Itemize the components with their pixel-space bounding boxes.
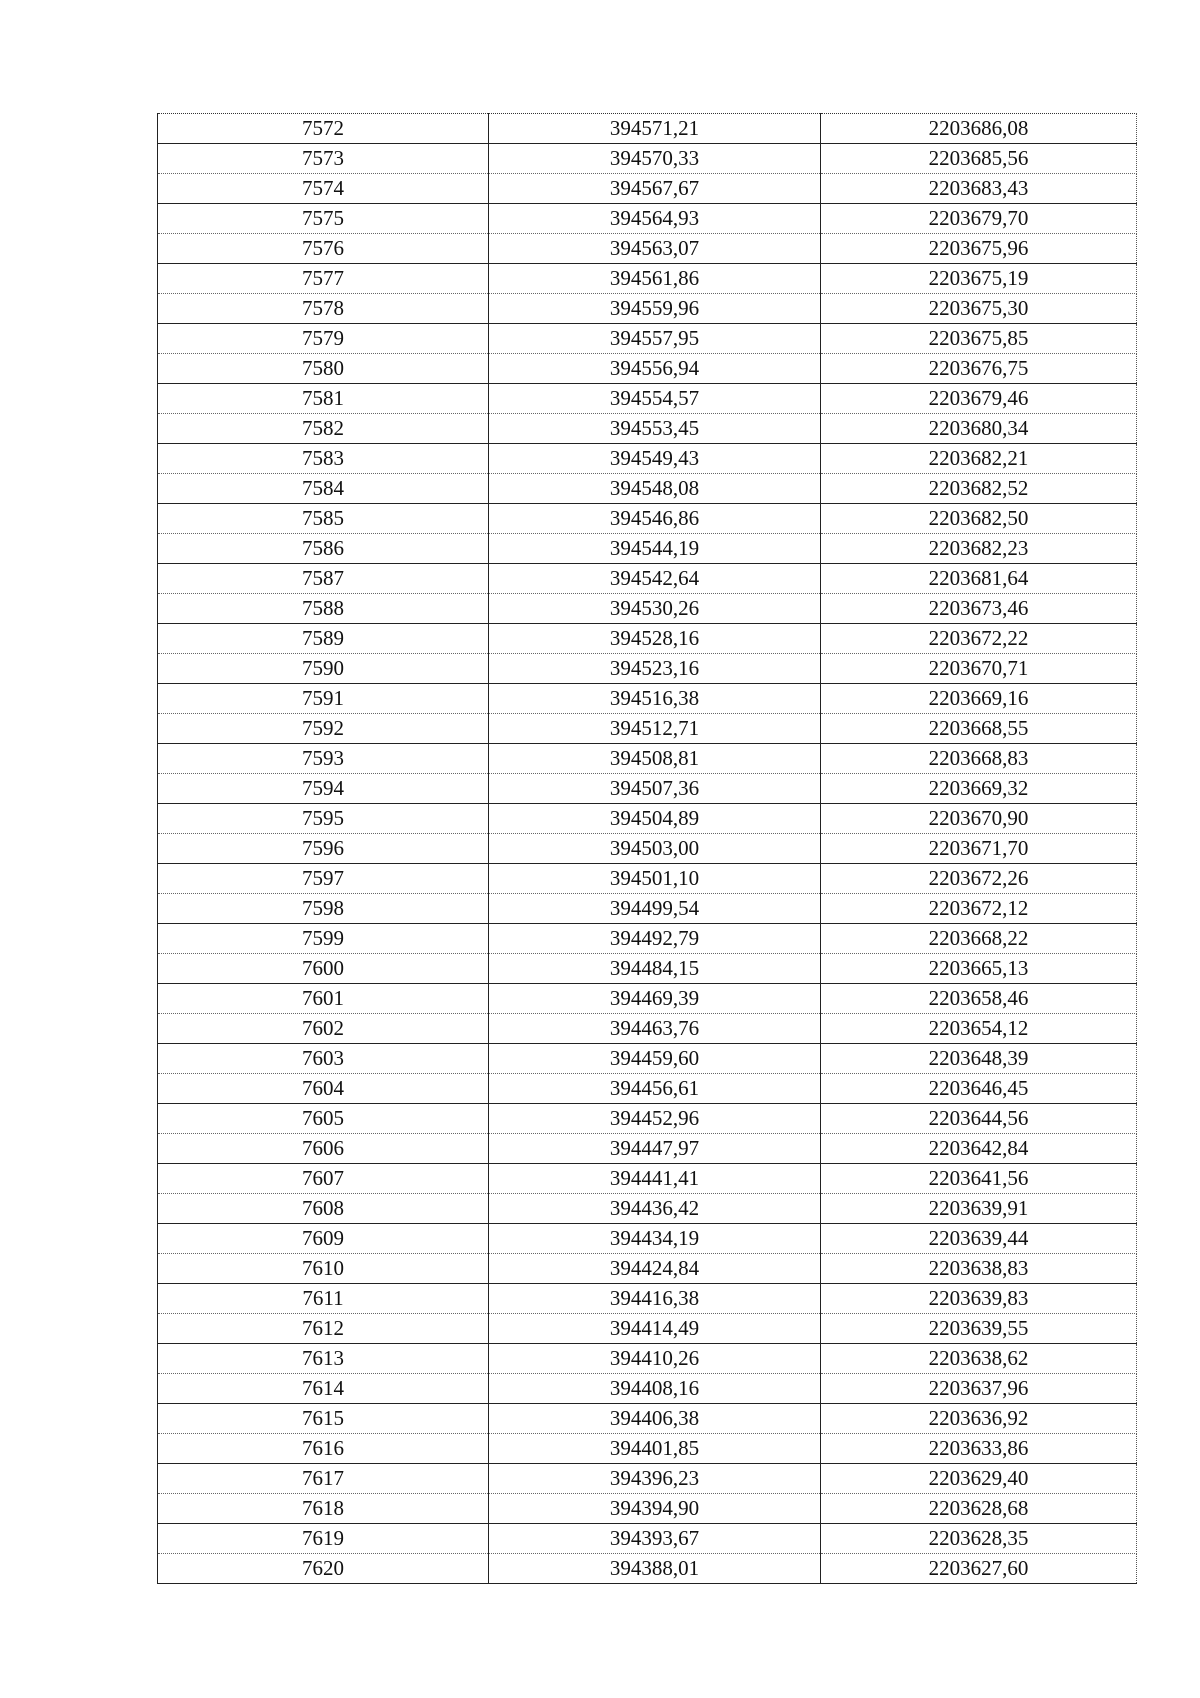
- table-row: [158, 624, 1137, 654]
- point-number-cell: 7578: [158, 294, 489, 324]
- point-number-cell: 7589: [158, 624, 489, 654]
- table-row: [158, 834, 1137, 864]
- table-row: [158, 444, 1137, 474]
- y-coordinate-cell: 2203682,21: [821, 444, 1137, 474]
- x-coordinate-cell: 394504,89: [489, 804, 821, 834]
- y-coordinate-cell: 2203672,12: [821, 894, 1137, 924]
- y-coordinate-cell: 2203681,64: [821, 564, 1137, 594]
- point-number-cell: 7614: [158, 1374, 489, 1404]
- y-coordinate-cell: 2203669,16: [821, 684, 1137, 714]
- table-row: [158, 1374, 1137, 1404]
- point-number-cell: 7575: [158, 204, 489, 234]
- x-coordinate-cell: 394530,26: [489, 594, 821, 624]
- x-coordinate-cell: 394434,19: [489, 1224, 821, 1254]
- point-number-cell: 7615: [158, 1404, 489, 1434]
- y-coordinate-cell: 2203639,44: [821, 1224, 1137, 1254]
- point-number-cell: 7585: [158, 504, 489, 534]
- y-coordinate-cell: 2203675,85: [821, 324, 1137, 354]
- x-coordinate-cell: 394542,64: [489, 564, 821, 594]
- x-coordinate-cell: 394548,08: [489, 474, 821, 504]
- table-row: [158, 684, 1137, 714]
- x-coordinate-cell: 394512,71: [489, 714, 821, 744]
- x-coordinate-cell: 394549,43: [489, 444, 821, 474]
- y-coordinate-cell: 2203675,96: [821, 234, 1137, 264]
- table-row: [158, 234, 1137, 264]
- point-number-cell: 7603: [158, 1044, 489, 1074]
- table-row: [158, 114, 1137, 144]
- x-coordinate-cell: 394544,19: [489, 534, 821, 564]
- y-coordinate-cell: 2203675,30: [821, 294, 1137, 324]
- point-number-cell: 7573: [158, 144, 489, 174]
- x-coordinate-cell: 394388,01: [489, 1554, 821, 1584]
- x-coordinate-cell: 394507,36: [489, 774, 821, 804]
- point-number-cell: 7572: [158, 114, 489, 144]
- point-number-cell: 7599: [158, 924, 489, 954]
- x-coordinate-cell: 394441,41: [489, 1164, 821, 1194]
- y-coordinate-cell: 2203654,12: [821, 1014, 1137, 1044]
- x-coordinate-cell: 394484,15: [489, 954, 821, 984]
- y-coordinate-cell: 2203682,50: [821, 504, 1137, 534]
- y-coordinate-cell: 2203629,40: [821, 1464, 1137, 1494]
- x-coordinate-cell: 394503,00: [489, 834, 821, 864]
- x-coordinate-cell: 394564,93: [489, 204, 821, 234]
- y-coordinate-cell: 2203682,23: [821, 534, 1137, 564]
- y-coordinate-cell: 2203668,83: [821, 744, 1137, 774]
- y-coordinate-cell: 2203679,46: [821, 384, 1137, 414]
- x-coordinate-cell: 394459,60: [489, 1044, 821, 1074]
- table-row: [158, 1224, 1137, 1254]
- table-row: [158, 414, 1137, 444]
- table-row: [158, 1404, 1137, 1434]
- x-coordinate-cell: 394557,95: [489, 324, 821, 354]
- x-coordinate-cell: 394508,81: [489, 744, 821, 774]
- table-row: [158, 264, 1137, 294]
- point-number-cell: 7612: [158, 1314, 489, 1344]
- coordinates-table: [157, 113, 1137, 1584]
- table-row: [158, 354, 1137, 384]
- table-row: [158, 1134, 1137, 1164]
- point-number-cell: 7620: [158, 1554, 489, 1584]
- y-coordinate-cell: 2203638,62: [821, 1344, 1137, 1374]
- table-row: [158, 474, 1137, 504]
- x-coordinate-cell: 394559,96: [489, 294, 821, 324]
- x-coordinate-cell: 394452,96: [489, 1104, 821, 1134]
- x-coordinate-cell: 394456,61: [489, 1074, 821, 1104]
- x-coordinate-cell: 394492,79: [489, 924, 821, 954]
- table-row: [158, 204, 1137, 234]
- y-coordinate-cell: 2203683,43: [821, 174, 1137, 204]
- x-coordinate-cell: 394546,86: [489, 504, 821, 534]
- table-row: [158, 1344, 1137, 1374]
- point-number-cell: 7606: [158, 1134, 489, 1164]
- table-row: [158, 804, 1137, 834]
- table-row: [158, 864, 1137, 894]
- point-number-cell: 7592: [158, 714, 489, 744]
- x-coordinate-cell: 394394,90: [489, 1494, 821, 1524]
- table-row: [158, 384, 1137, 414]
- table-row: [158, 534, 1137, 564]
- table-row: [158, 1434, 1137, 1464]
- point-number-cell: 7618: [158, 1494, 489, 1524]
- point-number-cell: 7616: [158, 1434, 489, 1464]
- point-number-cell: 7574: [158, 174, 489, 204]
- x-coordinate-cell: 394424,84: [489, 1254, 821, 1284]
- table-row: [158, 594, 1137, 624]
- x-coordinate-cell: 394406,38: [489, 1404, 821, 1434]
- point-number-cell: 7581: [158, 384, 489, 414]
- point-number-cell: 7580: [158, 354, 489, 384]
- point-number-cell: 7584: [158, 474, 489, 504]
- point-number-cell: 7591: [158, 684, 489, 714]
- x-coordinate-cell: 394436,42: [489, 1194, 821, 1224]
- table-row: [158, 894, 1137, 924]
- table-row: [158, 1164, 1137, 1194]
- y-coordinate-cell: 2203668,22: [821, 924, 1137, 954]
- y-coordinate-cell: 2203669,32: [821, 774, 1137, 804]
- table-row: [158, 174, 1137, 204]
- point-number-cell: 7579: [158, 324, 489, 354]
- table-row: [158, 1464, 1137, 1494]
- y-coordinate-cell: 2203648,39: [821, 1044, 1137, 1074]
- x-coordinate-cell: 394523,16: [489, 654, 821, 684]
- point-number-cell: 7583: [158, 444, 489, 474]
- x-coordinate-cell: 394401,85: [489, 1434, 821, 1464]
- y-coordinate-cell: 2203671,70: [821, 834, 1137, 864]
- table-row: [158, 984, 1137, 1014]
- y-coordinate-cell: 2203672,26: [821, 864, 1137, 894]
- y-coordinate-cell: 2203633,86: [821, 1434, 1137, 1464]
- table-row: [158, 774, 1137, 804]
- y-coordinate-cell: 2203673,46: [821, 594, 1137, 624]
- y-coordinate-cell: 2203665,13: [821, 954, 1137, 984]
- table-row: [158, 714, 1137, 744]
- y-coordinate-cell: 2203686,08: [821, 114, 1137, 144]
- x-coordinate-cell: 394469,39: [489, 984, 821, 1014]
- y-coordinate-cell: 2203639,83: [821, 1284, 1137, 1314]
- table-row: [158, 1044, 1137, 1074]
- x-coordinate-cell: 394561,86: [489, 264, 821, 294]
- point-number-cell: 7602: [158, 1014, 489, 1044]
- table-row: [158, 1194, 1137, 1224]
- x-coordinate-cell: 394554,57: [489, 384, 821, 414]
- x-coordinate-cell: 394414,49: [489, 1314, 821, 1344]
- point-number-cell: 7590: [158, 654, 489, 684]
- y-coordinate-cell: 2203685,56: [821, 144, 1137, 174]
- table-row: [158, 504, 1137, 534]
- point-number-cell: 7600: [158, 954, 489, 984]
- y-coordinate-cell: 2203638,83: [821, 1254, 1137, 1284]
- y-coordinate-cell: 2203658,46: [821, 984, 1137, 1014]
- table-row: [158, 1524, 1137, 1554]
- table-row: [158, 1494, 1137, 1524]
- x-coordinate-cell: 394396,23: [489, 1464, 821, 1494]
- y-coordinate-cell: 2203679,70: [821, 204, 1137, 234]
- y-coordinate-cell: 2203636,92: [821, 1404, 1137, 1434]
- y-coordinate-cell: 2203682,52: [821, 474, 1137, 504]
- y-coordinate-cell: 2203675,19: [821, 264, 1137, 294]
- y-coordinate-cell: 2203639,91: [821, 1194, 1137, 1224]
- y-coordinate-cell: 2203680,34: [821, 414, 1137, 444]
- x-coordinate-cell: 394563,07: [489, 234, 821, 264]
- y-coordinate-cell: 2203668,55: [821, 714, 1137, 744]
- point-number-cell: 7582: [158, 414, 489, 444]
- table-body: [158, 114, 1137, 1584]
- point-number-cell: 7607: [158, 1164, 489, 1194]
- table-row: [158, 1284, 1137, 1314]
- y-coordinate-cell: 2203642,84: [821, 1134, 1137, 1164]
- point-number-cell: 7587: [158, 564, 489, 594]
- point-number-cell: 7605: [158, 1104, 489, 1134]
- table-row: [158, 1014, 1137, 1044]
- point-number-cell: 7577: [158, 264, 489, 294]
- table-row: [158, 954, 1137, 984]
- table-row: [158, 1104, 1137, 1134]
- point-number-cell: 7595: [158, 804, 489, 834]
- table-row: [158, 144, 1137, 174]
- table-row: [158, 564, 1137, 594]
- x-coordinate-cell: 394570,33: [489, 144, 821, 174]
- point-number-cell: 7610: [158, 1254, 489, 1284]
- y-coordinate-cell: 2203628,35: [821, 1524, 1137, 1554]
- x-coordinate-cell: 394556,94: [489, 354, 821, 384]
- point-number-cell: 7608: [158, 1194, 489, 1224]
- y-coordinate-cell: 2203639,55: [821, 1314, 1137, 1344]
- table-row: [158, 324, 1137, 354]
- point-number-cell: 7617: [158, 1464, 489, 1494]
- x-coordinate-cell: 394463,76: [489, 1014, 821, 1044]
- point-number-cell: 7593: [158, 744, 489, 774]
- point-number-cell: 7576: [158, 234, 489, 264]
- x-coordinate-cell: 394553,45: [489, 414, 821, 444]
- y-coordinate-cell: 2203644,56: [821, 1104, 1137, 1134]
- y-coordinate-cell: 2203670,71: [821, 654, 1137, 684]
- x-coordinate-cell: 394528,16: [489, 624, 821, 654]
- y-coordinate-cell: 2203641,56: [821, 1164, 1137, 1194]
- y-coordinate-cell: 2203628,68: [821, 1494, 1137, 1524]
- table-row: [158, 744, 1137, 774]
- x-coordinate-cell: 394393,67: [489, 1524, 821, 1554]
- x-coordinate-cell: 394516,38: [489, 684, 821, 714]
- x-coordinate-cell: 394571,21: [489, 114, 821, 144]
- point-number-cell: 7613: [158, 1344, 489, 1374]
- x-coordinate-cell: 394501,10: [489, 864, 821, 894]
- point-number-cell: 7601: [158, 984, 489, 1014]
- point-number-cell: 7594: [158, 774, 489, 804]
- table-row: [158, 924, 1137, 954]
- x-coordinate-cell: 394416,38: [489, 1284, 821, 1314]
- x-coordinate-cell: 394410,26: [489, 1344, 821, 1374]
- y-coordinate-cell: 2203646,45: [821, 1074, 1137, 1104]
- x-coordinate-cell: 394447,97: [489, 1134, 821, 1164]
- table-row: [158, 294, 1137, 324]
- point-number-cell: 7596: [158, 834, 489, 864]
- point-number-cell: 7597: [158, 864, 489, 894]
- point-number-cell: 7586: [158, 534, 489, 564]
- y-coordinate-cell: 2203676,75: [821, 354, 1137, 384]
- y-coordinate-cell: 2203627,60: [821, 1554, 1137, 1584]
- point-number-cell: 7588: [158, 594, 489, 624]
- table-row: [158, 1554, 1137, 1584]
- point-number-cell: 7598: [158, 894, 489, 924]
- table-row: [158, 1314, 1137, 1344]
- point-number-cell: 7611: [158, 1284, 489, 1314]
- table-row: [158, 1254, 1137, 1284]
- table-row: [158, 654, 1137, 684]
- table-row: [158, 1074, 1137, 1104]
- y-coordinate-cell: 2203637,96: [821, 1374, 1137, 1404]
- x-coordinate-cell: 394408,16: [489, 1374, 821, 1404]
- x-coordinate-cell: 394499,54: [489, 894, 821, 924]
- point-number-cell: 7619: [158, 1524, 489, 1554]
- point-number-cell: 7604: [158, 1074, 489, 1104]
- y-coordinate-cell: 2203670,90: [821, 804, 1137, 834]
- point-number-cell: 7609: [158, 1224, 489, 1254]
- x-coordinate-cell: 394567,67: [489, 174, 821, 204]
- y-coordinate-cell: 2203672,22: [821, 624, 1137, 654]
